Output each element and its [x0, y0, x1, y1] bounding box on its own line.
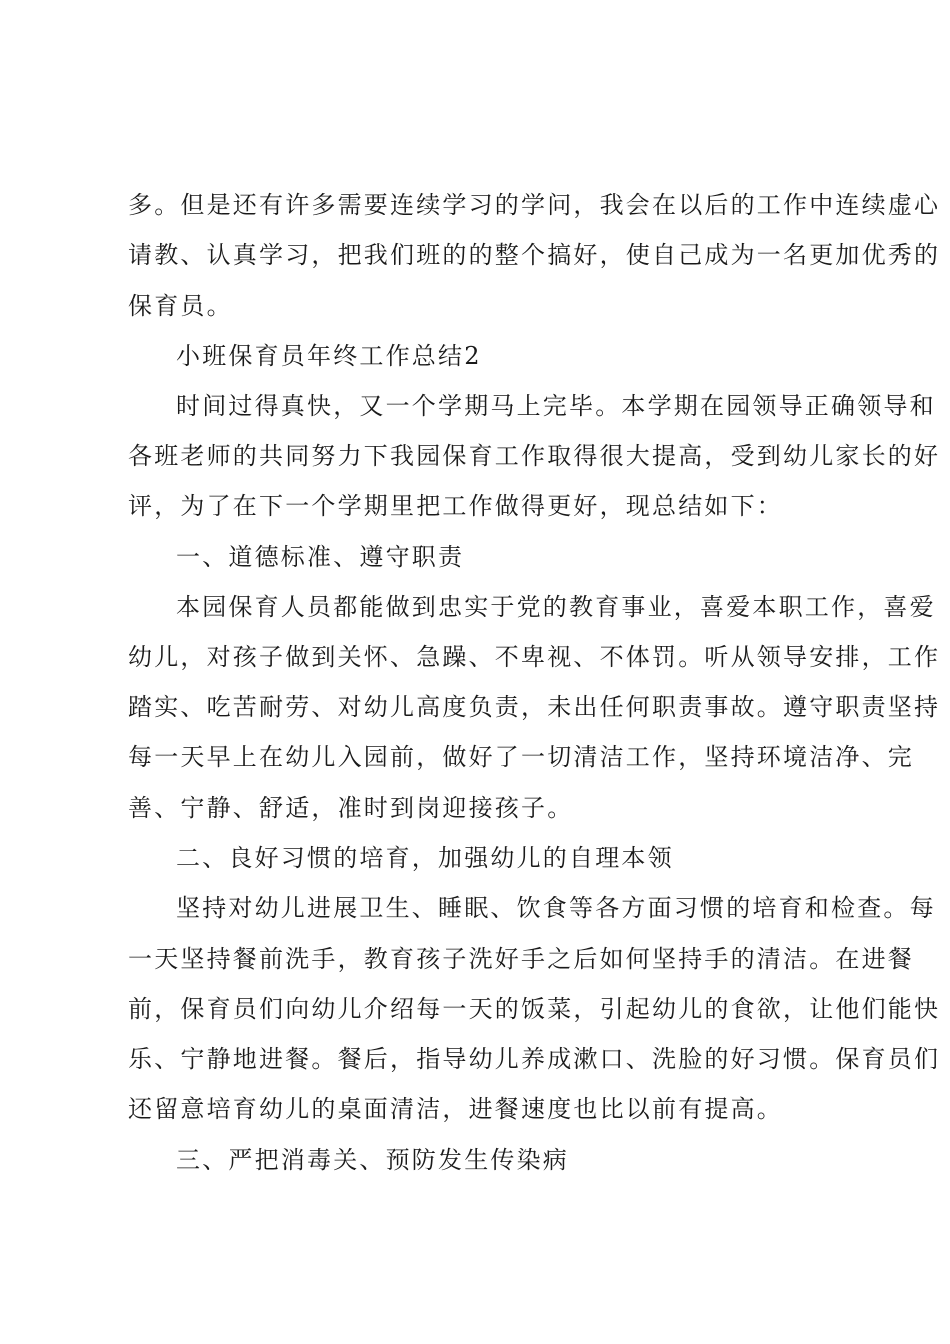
- section-heading: 一、道德标准、遵守职责: [176, 543, 465, 571]
- paragraph-line: 幼儿，对孩子做到关怀、急躁、不卑视、不体罚。听从领导安排，工作: [128, 643, 941, 671]
- paragraph-line: 前，保育员们向幼儿介绍每一天的饭菜，引起幼儿的食欲，让他们能快: [128, 995, 941, 1023]
- section-heading: 三、严把消毒关、预防发生传染病: [176, 1146, 569, 1174]
- paragraph-line: 各班老师的共同努力下我园保育工作取得很大提高，受到幼儿家长的好: [128, 442, 941, 470]
- paragraph-line: 踏实、吃苦耐劳、对幼儿高度负责，未出任何职责事故。遵守职责坚持: [128, 693, 941, 721]
- paragraph-line: 还留意培育幼儿的桌面清洁，进餐速度也比以前有提高。: [128, 1095, 783, 1123]
- paragraph-line: 时间过得真快，又一个学期马上完毕。本学期在园领导正确领导和: [176, 392, 936, 420]
- paragraph-line: 多。但是还有许多需要连续学习的学问，我会在以后的工作中连续虚心: [128, 191, 941, 219]
- paragraph-line: 请教、认真学习，把我们班的的整个搞好，使自己成为一名更加优秀的: [128, 241, 941, 269]
- section-title: 小班保育员年终工作总结2: [176, 342, 482, 370]
- paragraph-line: 一天坚持餐前洗手，教育孩子洗好手之后如何坚持手的清洁。在进餐: [128, 945, 914, 973]
- paragraph-line: 坚持对幼儿进展卫生、睡眠、饮食等各方面习惯的培育和检查。每: [176, 894, 936, 922]
- section-heading: 二、良好习惯的培育，加强幼儿的自理本领: [176, 844, 674, 872]
- paragraph-line: 每一天早上在幼儿入园前，做好了一切清洁工作，坚持环境洁净、完: [128, 743, 914, 771]
- paragraph-line: 乐、宁静地进餐。餐后，指导幼儿养成漱口、洗脸的好习惯。保育员们: [128, 1045, 941, 1073]
- paragraph-line: 保育员。: [128, 292, 233, 320]
- paragraph-line: 本园保育人员都能做到忠实于党的教育事业，喜爱本职工作，喜爱: [176, 593, 936, 621]
- paragraph-line: 评，为了在下一个学期里把工作做得更好，现总结如下：: [128, 492, 783, 520]
- paragraph-line: 善、宁静、舒适，准时到岗迎接孩子。: [128, 794, 574, 822]
